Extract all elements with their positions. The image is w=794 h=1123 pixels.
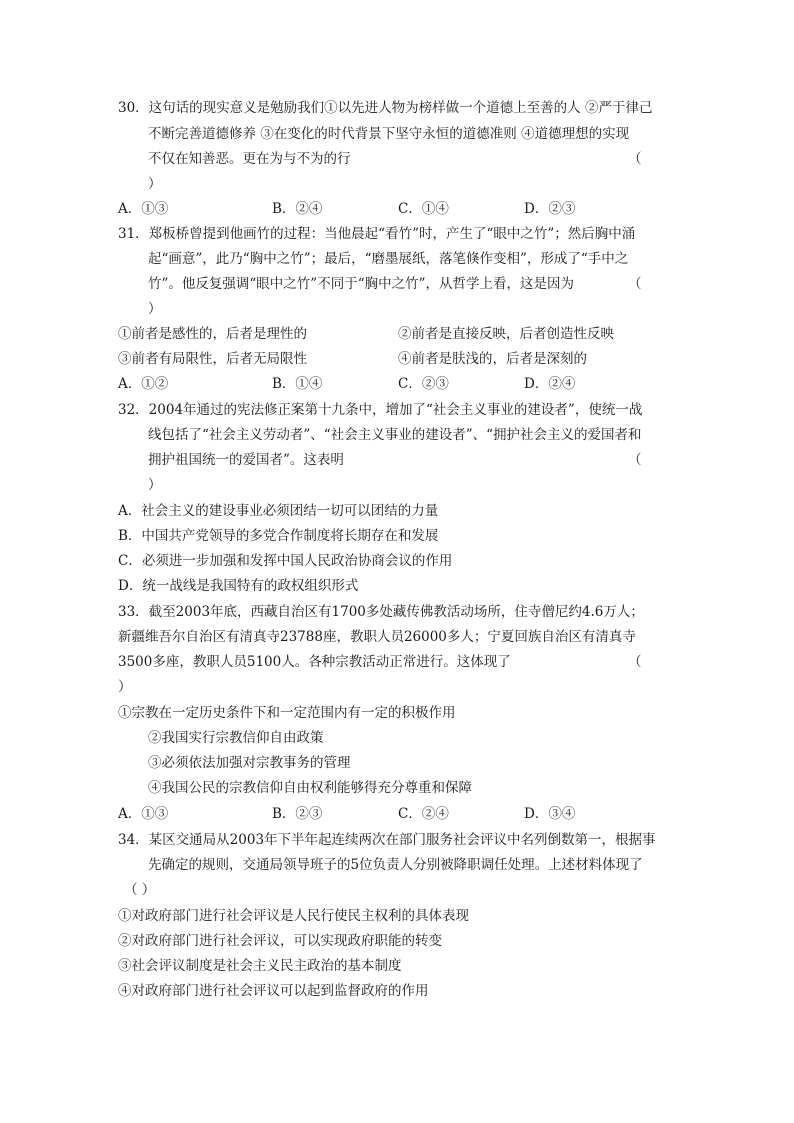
q34-item-3: ③社会评议制度是社会主义民主政治的基本制度 bbox=[118, 958, 402, 974]
q33-item-2: ②我国实行宗教信仰自由政策 bbox=[148, 730, 324, 746]
q31-item-3: ③前者有局限性，后者无局限性 bbox=[118, 351, 307, 367]
q31-item-1: ①前者是感性的，后者是理性的 bbox=[118, 326, 307, 342]
q30-answer-paren-open: （ bbox=[628, 151, 642, 167]
q33-option-a: A．①③ bbox=[118, 806, 169, 822]
q31-option-a: A．①② bbox=[118, 376, 169, 392]
q33-line-3: 3500多座，教职人员5100人。各种宗教活动正常进行。这体现了 bbox=[118, 654, 511, 670]
q31-item-2: ②前者是直接反映，后者创造性反映 bbox=[398, 326, 614, 342]
q34-line-2: 先确定的规则，交通局领导班子的5位负责人分别被降职调任处理。上述材料体现了 bbox=[148, 857, 643, 873]
q31-answer-paren-close: ） bbox=[148, 301, 162, 317]
q33-option-d: D．③④ bbox=[524, 806, 576, 822]
q32-option-b: B．中国共产党领导的多党合作制度将长期存在和发展 bbox=[118, 528, 439, 544]
q33-line-2: 新疆维吾尔自治区有清真寺23788座，教职人员26000多人；宁夏回族自治区有清真寺 bbox=[118, 629, 636, 645]
q34-item-4: ④对政府部门进行社会评议可以起到监督政府的作用 bbox=[118, 983, 429, 999]
q34-answer-paren: （ ） bbox=[124, 882, 156, 898]
q32-option-d: D．统一战线是我国特有的政权组织形式 bbox=[118, 578, 359, 594]
q34-line-1: 34．某区交通局从2003年下半年起连续两次在部门服务社会评议中名列倒数第一，根据事 bbox=[118, 832, 656, 848]
q30-option-a: A．①③ bbox=[118, 201, 169, 217]
q31-line-2: 起“画意”，此乃“胸中之竹”；最后，“磨墨展纸，落笔倏作变相”，形成了“手中之 bbox=[148, 251, 629, 267]
q31-option-d: D．②④ bbox=[524, 376, 576, 392]
q31-option-c: C．②③ bbox=[398, 376, 449, 392]
q33-option-b: B．②③ bbox=[272, 806, 323, 822]
q32-line-1: 32．2004年通过的宪法修正案第十九条中，增加了“社会主义事业的建设者”，使统一战 bbox=[118, 402, 643, 418]
q30-line-3: 不仅在知善恶。更在为与不为的行 bbox=[148, 151, 351, 167]
q31-answer-paren-open: （ bbox=[628, 276, 642, 292]
q32-answer-paren-open: （ bbox=[628, 452, 642, 468]
q33-answer-paren-open: （ bbox=[628, 654, 642, 670]
q31-item-4: ④前者是肤浅的，后者是深刻的 bbox=[398, 351, 587, 367]
q32-line-2: 线包括了“社会主义劳动者”、“社会主义事业的建设者”、“拥护社会主义的爱国者和 bbox=[148, 427, 642, 443]
q32-option-a: A．社会主义的建设事业必须团结一切可以团结的力量 bbox=[118, 503, 439, 519]
q30-line-1: 30．这句话的现实意义是勉励我们①以先进人物为榜样做一个道德上至善的人 ②严于律己 bbox=[118, 100, 653, 116]
q33-item-4: ④我国公民的宗教信仰自由权利能够得充分尊重和保障 bbox=[148, 780, 472, 796]
q34-item-2: ②对政府部门进行社会评议，可以实现政府职能的转变 bbox=[118, 933, 442, 949]
q30-option-d: D．②③ bbox=[524, 201, 576, 217]
q31-line-1: 31．郑板桥曾提到他画竹的过程：当他晨起“看竹”时，产生了“眼中之竹”；然后胸中涌 bbox=[118, 226, 636, 242]
q31-option-b: B．①④ bbox=[272, 376, 323, 392]
q32-answer-paren-close: ） bbox=[148, 477, 162, 493]
q30-option-c: C．①④ bbox=[398, 201, 449, 217]
q32-option-c: C．必须进一步加强和发挥中国人民政治协商会议的作用 bbox=[118, 553, 453, 569]
q34-item-1: ①对政府部门进行社会评议是人民行使民主权利的具体表现 bbox=[118, 908, 469, 924]
q33-option-c: C．②④ bbox=[398, 806, 449, 822]
q30-answer-paren-close: ） bbox=[148, 176, 162, 192]
q31-line-3: 竹”。他反复强调“眼中之竹”不同于“胸中之竹”，从哲学上看，这是因为 bbox=[148, 276, 575, 292]
q33-item-3: ③必须依法加强对宗教事务的管理 bbox=[148, 755, 351, 771]
q30-line-2: 不断完善道德修养 ③在变化的时代背景下坚守永恒的道德准则 ④道德理想的实现 bbox=[148, 126, 630, 142]
q32-line-3: 拥护祖国统一的爱国者”。这表明 bbox=[148, 452, 344, 468]
q33-item-1: ①宗教在一定历史条件下和一定范围内有一定的积极作用 bbox=[118, 705, 456, 721]
q33-answer-paren-close: ） bbox=[118, 679, 132, 695]
q33-line-1: 33．截至2003年底，西藏自治区有1700多处藏传佛教活动场所，住寺僧尼约4.6万人； bbox=[118, 604, 644, 620]
q30-option-b: B．②④ bbox=[272, 201, 323, 217]
